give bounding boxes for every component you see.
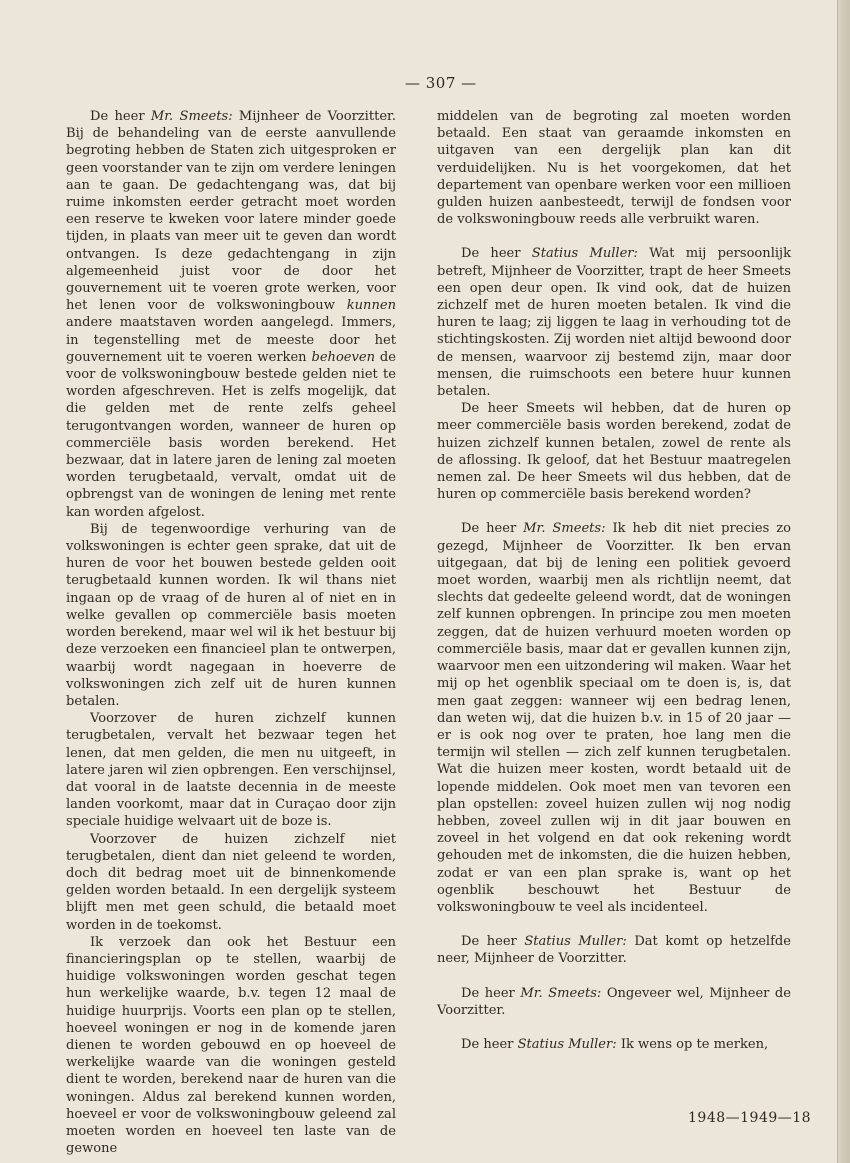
paragraph — [437, 1036, 791, 1053]
speaker-name: Statius Muller: — [524, 934, 627, 950]
speaker-name: Mr. Smeets: — [150, 109, 233, 124]
paragraph-text: de voor de volkswoningbouw bestede gelden niet te worden afgeschreven. Het is zelfs mogelijk, dat die gelden met de rente zelfs geheel terugontvangen worden, wanneer de huren op commerciële basis worden berekend. Het bezwaar, dat in latere jaren de lening zal moeten worden terugbetaald, vervalt, omdat uit de opbrengst van de woningen de lening met rente kan worden afgelost. — [66, 349, 396, 520]
paragraph — [437, 520, 791, 916]
paragraph — [66, 108, 396, 521]
paragraph — [437, 245, 791, 400]
speaker-prefix: De heer — [461, 934, 517, 950]
paragraph: Ik verzoek dan ook het Bestuur een financieringsplan op te stellen, waarbij de huidige volkswoningen worden geschat tegen hun werkelijke waarde, b.v. tegen 12 maal de huidige huurprijs. Voorts een plan op te stellen, hoeveel woningen er nog in de komende jaren dienen te worden gebouwd en op hoeveel de werkelijke waarde van die woningen gesteld dient te worden, berekend naar de huren van die woningen. Aldus zal berekend kunnen worden, hoeveel er voor de volkswoningbouw geleend zal moeten worden en hoeveel ten laste van de gewone — [66, 934, 396, 1157]
left-column — [66, 108, 396, 1157]
speaker-name: Mr. Smeets: — [520, 985, 602, 1001]
paragraph-text: Ik wens op te merken, — [616, 1036, 769, 1052]
speaker-prefix: De heer — [90, 109, 145, 124]
paragraph-text: Wat mij persoonlijk betreft, Mijnheer de Voorzitter, trapt de heer Smeets een open deur open. Ik vind ook, dat de huizen zichzelf met de huren moeten betalen. Ik vind die huren te laag; zij liggen te laag in verhouding tot de stichtingskosten. Zij worden niet altijd bewoond door de mensen, waarvoor zij bestemd zijn, maar door mensen, die ruimschoots een betere huur kunnen betalen. — [437, 246, 791, 400]
paragraph — [437, 985, 791, 1019]
paragraph: De heer Smeets wil hebben, dat de huren op meer commerciële basis worden berekend, zodat de huizen zichzelf kunnen betalen, zowel de rente als de aflossing. Ik geloof, dat het Bestuur maatregelen nemen zal. De heer Smeets wil dus hebben, dat de huren op commerciële basis berekend worden? — [437, 401, 791, 503]
paragraph: middelen van de begroting zal moeten worden betaald. Een staat van geraamde inkomsten en uitgaven van een dergelijk plan kan dit verduidelijken. Nu is het voorgekomen, dat het departement van openbare werken voor een millioen gulden huizen aanbesteedt, terwijl de fondsen voor de volkswoningbouw reeds alle verbruikt waren. — [437, 109, 791, 228]
speaker-name: Mr. Smeets: — [523, 521, 606, 537]
emphasis-text: kunnen — [346, 298, 396, 314]
paragraph-text: Ik heb dit niet precies zo gezegd, Mijnheer de Voorzitter. Ik ben ervan uitgegaan, dat bij de lening een politiek gevoerd moet worden, waarbij men als richtlijn neemt, dat slechts dat gedeelte geleend wordt, dat de woningen zelf kunnen opbrengen. In principe zou men moeten zeggen, dat de huizen verhuurd moeten worden op commerciële basis, maar dat er gevallen kunnen zijn, waarvoor men een uitzondering wil maken. Waar het mij op het ogenblik speciaal om te doen is, is, dat men gaat zeggen: wanneer wij een bedrag lenen, dan weten wij, dat die huizen b.v. in 15 of 20 jaar — er is ook nog over te praten, hoe lang men die termijn wil stellen — zich zelf kunnen terugbetalen. Wat die huizen meer kosten, wordt betaald uit de lopende middelen. Ook moet men van tevoren een plan opstellen: zoveel huizen zullen wij nog nodig hebben, zoveel zullen wij in dit jaar bouwen en zoveel in het volgend en dat ook rekening wordt gehouden met de inkomsten, die die huizen hebben, zodat er van een plan sprake is, want op het ogenblik beschouwt het Bestuur de volkswoningbouw te veel als incidenteel. — [437, 521, 791, 915]
page-number: — 307 — — [405, 74, 477, 92]
speaker-prefix: De heer — [461, 521, 517, 537]
speaker-prefix: De heer — [461, 1036, 514, 1052]
paragraph-text: Dat komt op hetzelfde neer, Mijnheer de Voorzitter. — [437, 934, 791, 967]
paragraph-text: Ongeveer wel, Mijnheer de Voorzitter. — [437, 985, 792, 1018]
paragraph-text: Mijnheer de Voorzitter. Bij de behandeling van de eerste aanvullende begroting hebben de Staten zich uitgesproken er geen voorstander van te zijn om verdere leningen aan te gaan. De gedachtengang was, dat bij ruime inkomsten eerder getracht moet worden een reserve te kweken voor latere minder goede tijden, in plaats van meer uit te geven dan wordt ontvangen. Is deze gedachtengang in zijn algemeenheid juist voor de door het gouvernement uit te voeren grote werken, voor het lenen voor de volkswoningbouw — [66, 109, 397, 314]
speaker-prefix: De heer — [461, 985, 515, 1001]
paragraph-text: andere maatstaven worden aangelegd. Immers, in tegenstelling met de meeste door het gouvernement uit te voeren werken — [66, 315, 396, 365]
speaker-name: Statius Muller: — [531, 246, 638, 262]
footer-code: 1948—1949—18 — [688, 1110, 812, 1126]
paragraph: Voorzover de huren zichzelf kunnen terugbetalen, vervalt het bezwaar tegen het lenen, dat men gelden, die men nu uitgeeft, in latere jaren wil zien opbrengen. Een verschijnsel, dat vooral in de laatste decennia in de meeste landen voorkomt, maar dat in Curaçao door zijn speciale huidige welvaart uit de boze is. — [66, 711, 396, 830]
emphasis-text: behoeven — [311, 349, 376, 365]
right-column — [437, 108, 791, 1053]
page-edge — [837, 0, 850, 1163]
paragraph: Voorzover de huizen zichzelf niet terugbetalen, dient dan niet geleend te worden, doch dit bedrag moet uit de binnenkomende gelden worden betaald. In een dergelijk systeem blijft men met geen schuld, die betaald moet worden in de toekomst. — [66, 831, 396, 933]
speaker-name: Statius Muller: — [517, 1036, 617, 1052]
paragraph — [437, 933, 791, 967]
speaker-prefix: De heer — [461, 246, 521, 262]
paragraph: Bij de tegenwoordige verhuring van de volkswoningen is echter geen sprake, dat uit de huren de voor het bouwen bestede gelden ooit terugbetaald kunnen worden. Ik wil thans niet ingaan op de vraag of de huren al of niet en in welke gevallen op commerciële basis moeten worden berekend, maar wel wil ik het bestuur bij deze verzoeken een financieel plan te ontwerpen, waarbij wordt nagegaan in hoeverre de volkswoningen zich zelf uit de huren kunnen betalen. — [66, 521, 396, 709]
